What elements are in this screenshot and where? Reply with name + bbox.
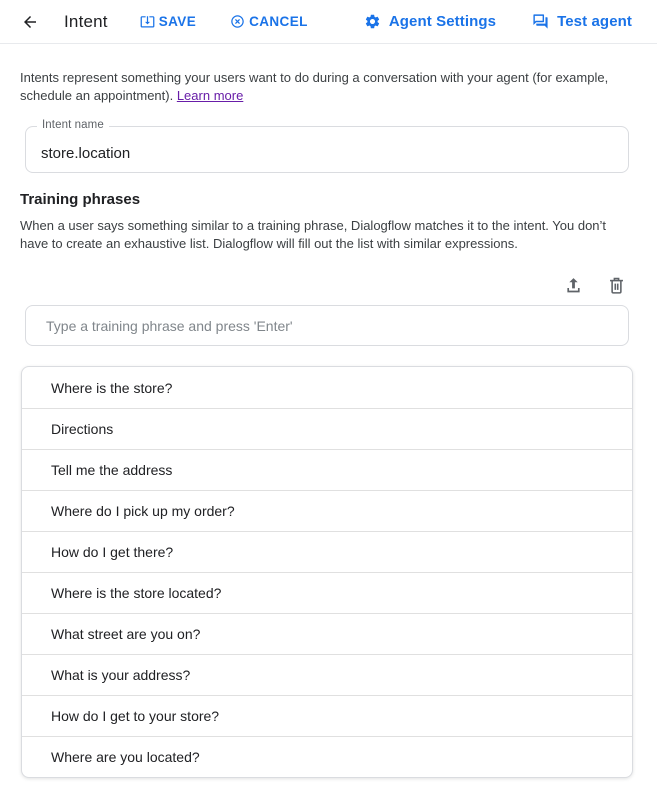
chat-bubbles-icon xyxy=(532,13,549,30)
agent-settings-button[interactable] xyxy=(364,13,496,30)
training-phrase-row[interactable]: Where do I pick up my order? xyxy=(22,490,632,531)
gear-icon xyxy=(364,13,381,30)
training-phrases-heading: Training phrases xyxy=(20,191,141,208)
upload-phrases-button[interactable] xyxy=(563,275,584,296)
training-phrases-description: When a user says something similar to a training phrase, Dialogflow matches it to the intent. You don’t have to create an exhaustive list. Dialogflow will fill out the list with similar expressions. xyxy=(20,218,607,251)
training-phrase-row[interactable]: Tell me the address xyxy=(22,449,632,490)
save-button[interactable] xyxy=(140,14,196,29)
training-phrase-row[interactable]: Directions xyxy=(22,408,632,449)
trash-icon xyxy=(606,275,627,296)
delete-phrases-button[interactable] xyxy=(606,275,627,296)
top-toolbar xyxy=(0,0,657,44)
training-phrase-input[interactable] xyxy=(25,305,629,346)
intent-name-label: Intent name xyxy=(37,119,109,131)
upload-icon xyxy=(563,275,584,296)
circle-x-icon xyxy=(230,14,245,29)
test-agent-label: Test agent xyxy=(557,13,632,30)
arrow-back-icon xyxy=(21,13,39,31)
training-phrase-row[interactable]: How do I get to your store? xyxy=(22,695,632,736)
training-phrase-row[interactable]: How do I get there? xyxy=(22,531,632,572)
learn-more-link[interactable]: Learn more xyxy=(176,88,244,103)
training-phrase-row[interactable]: Where are you located? xyxy=(22,736,632,777)
intent-description xyxy=(20,69,633,105)
training-phrase-row[interactable]: What street are you on? xyxy=(22,613,632,654)
save-button-label: SAVE xyxy=(158,14,197,29)
cancel-button-label: CANCEL xyxy=(249,14,308,29)
back-button[interactable] xyxy=(20,12,40,32)
test-agent-button[interactable] xyxy=(532,13,632,30)
cancel-button[interactable] xyxy=(230,14,308,29)
intent-editor xyxy=(0,69,657,778)
training-phrase-row[interactable]: Where is the store located? xyxy=(22,572,632,613)
intent-name-field[interactable] xyxy=(25,119,629,173)
training-phrase-row[interactable]: Where is the store? xyxy=(51,379,173,396)
training-phrase-list xyxy=(21,366,633,778)
intent-name-input[interactable] xyxy=(26,127,628,172)
save-download-icon xyxy=(140,14,155,29)
page-title: Intent xyxy=(64,11,108,31)
training-phrase-row[interactable]: What is your address? xyxy=(22,654,632,695)
agent-settings-label: Agent Settings xyxy=(388,13,497,30)
phrase-actions xyxy=(20,273,627,297)
intent-description-text: Intents represent something your users want to do during a conversation with your agent (for example, schedule an appointment). xyxy=(20,70,609,103)
